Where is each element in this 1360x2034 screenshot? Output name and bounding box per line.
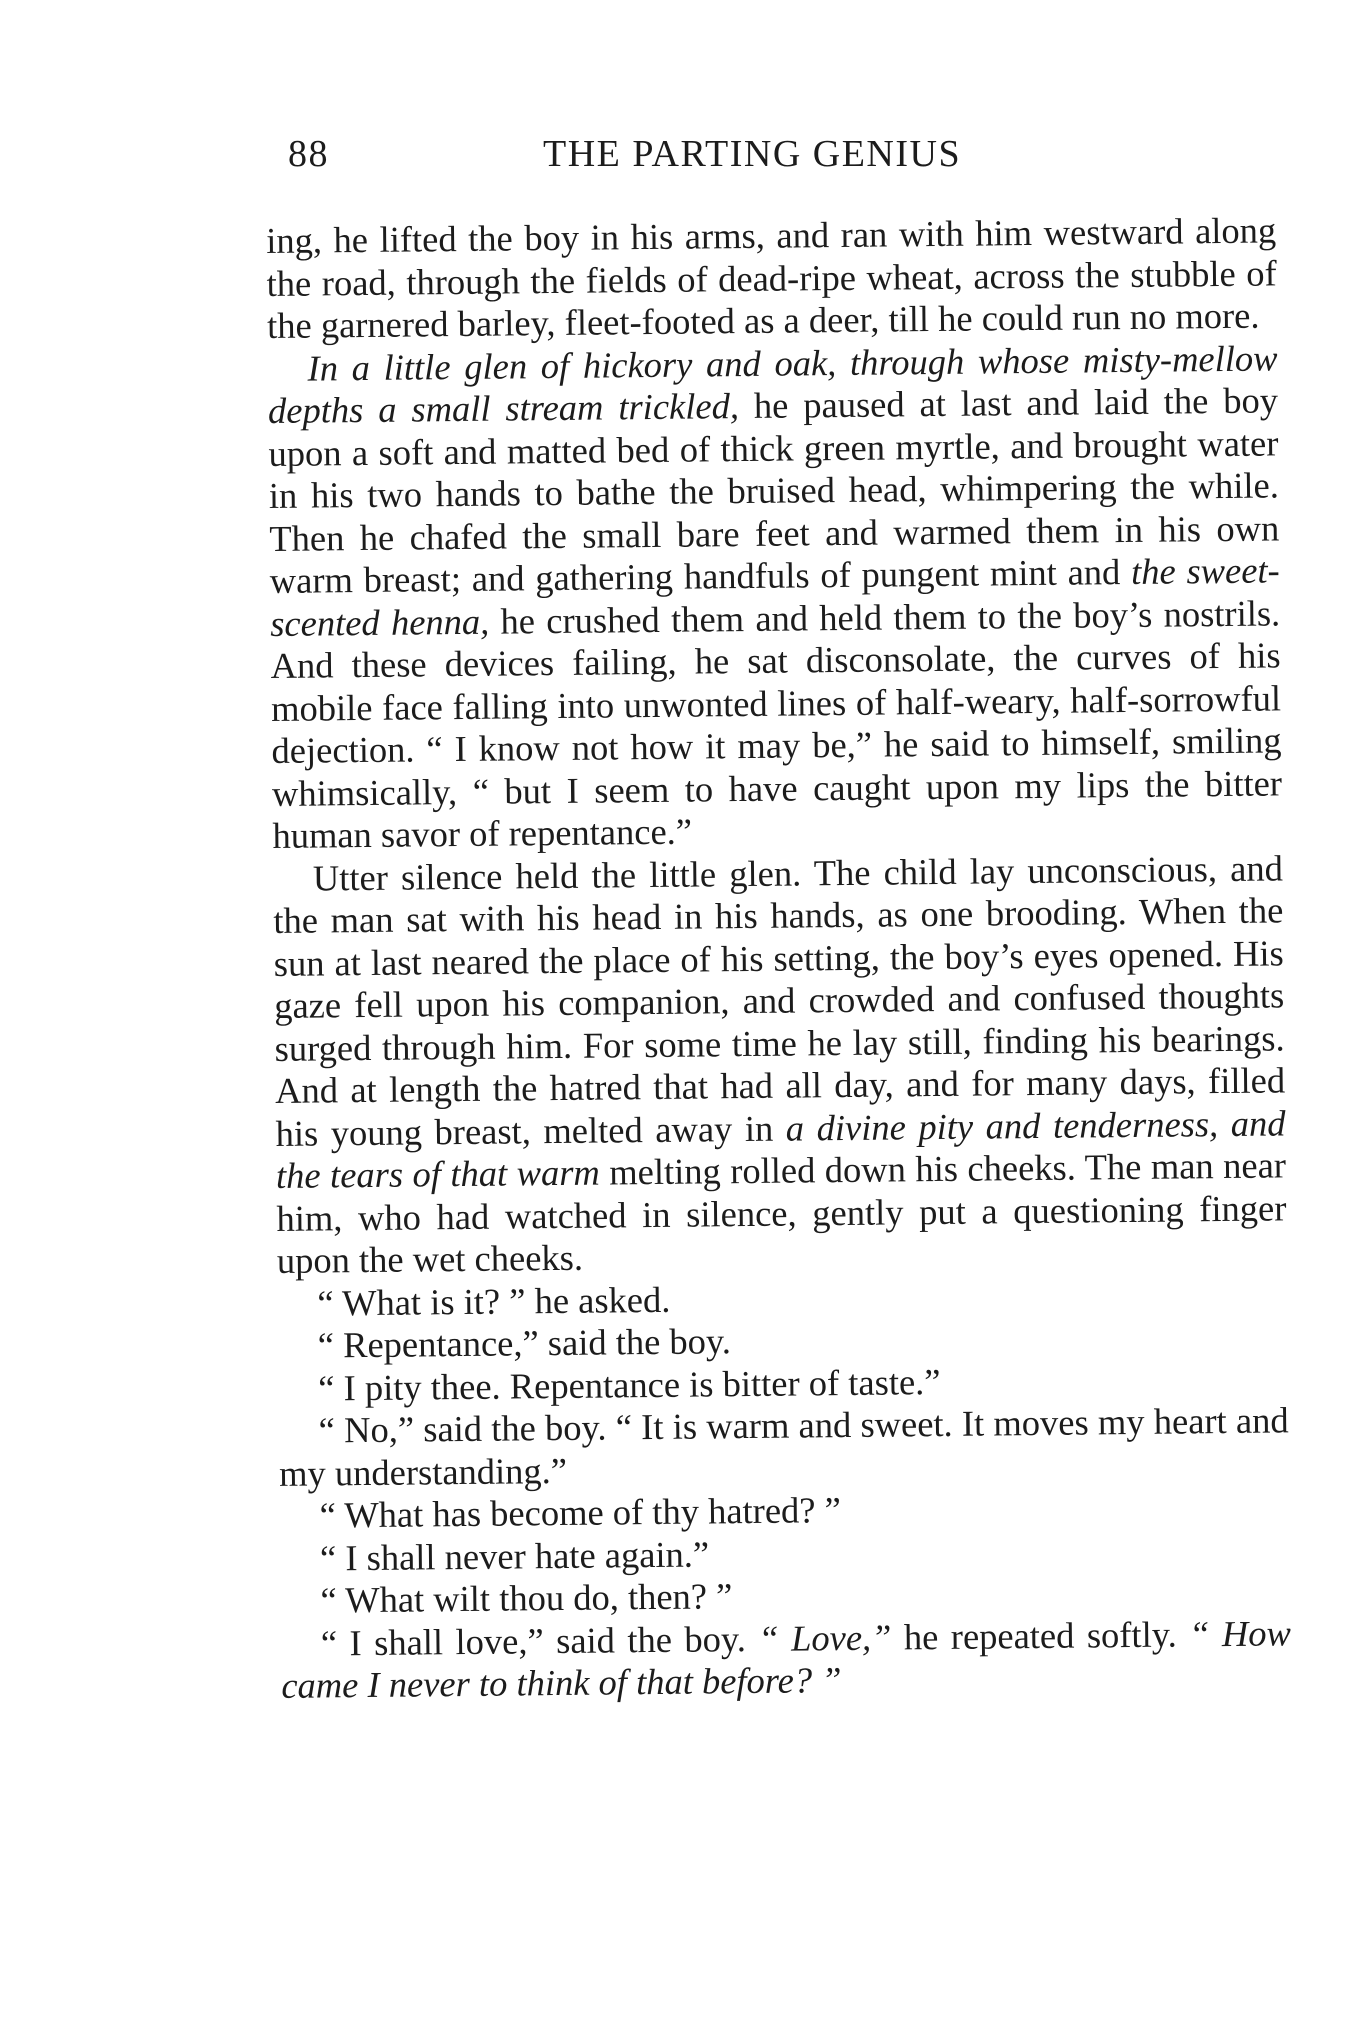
dialogue-line-8-italic-end: “ How came I never to think of that before? ” bbox=[281, 1611, 1292, 1706]
paragraph-3-text: Utter silence held the little glen. The child lay unconscious, and the man sat with his head in his hands, as one brooding. When the sun at last neared the place of his setting, the boy’s eyes opened. His gaze fell upon his companion, and crowded and confused thoughts surged through him. For some time he lay still, finding his bearings. And at length the hatred that had all day, and for many days, filled his young breast, melted away in bbox=[273, 846, 1286, 1154]
paragraph-2-text: he paused at last and laid the boy upon a soft and matted bed of thick green myrtle, and brought water in his two hands to bathe the bruised head, whimpering the while. Then he chafed the small bare feet and warmed them in his own warm breast; and gathering handfuls of pungent mint and bbox=[268, 379, 1280, 601]
paragraph-3-italic: a divine pity and tenderness, and the tears of that warm bbox=[275, 1101, 1286, 1196]
paragraph-2-italic-henna: the sweet-scented henna, bbox=[270, 549, 1280, 644]
running-title: THE PARTING GENIUS bbox=[543, 133, 962, 175]
paragraph-3-text-end: melting rolled down his cheeks. The man near him, who had watched in silence, gently put a questioning finger upon the wet cheeks. bbox=[276, 1144, 1287, 1281]
dialogue-line-6: “ I shall never hate again.” bbox=[319, 1532, 710, 1579]
dialogue-line-7: “ What wilt thou do, then? ” bbox=[320, 1575, 733, 1621]
dialogue-line-4: “ No,” said the boy. “ It is warm and sweet. It moves my heart and my understanding.” bbox=[278, 1399, 1289, 1494]
page-number: 88 bbox=[288, 133, 329, 175]
dialogue-line-5: “ What has become of thy hatred? ” bbox=[319, 1489, 842, 1536]
paragraph-3 bbox=[273, 847, 1287, 1283]
paragraph-2-italic-opening: In a little glen of hickory and oak, through whose misty-mellow depths a small stream trickled, bbox=[267, 336, 1278, 431]
body-text bbox=[266, 209, 1292, 1707]
paragraph-1: ing, he lifted the boy in his arms, and ran with him westward along the road, through the fields of dead-ripe wheat, across the stubble of the garnered barley, fleet-footed as a deer, till he could run no more. bbox=[266, 209, 1277, 346]
paragraph-2-text-end: he crushed them and held them to the boy’s nostrils. And these devices failing, he sat disconsolate, the curves of his mobile face falling into unwonted lines of half-weary, half-sorrowful dejection. “ I know not how it may be,” he said to himself, smiling whimsically, “ but I seem to have caught upon my lips the bitter human savor of repentance.” bbox=[270, 591, 1283, 856]
dialogue-line-1: “ What is it? ” he asked. bbox=[317, 1278, 671, 1324]
dialogue-line-8-italic-love: “ Love,” bbox=[758, 1616, 892, 1659]
dialogue-line-8-text: “ I shall love,” said the boy. bbox=[320, 1617, 759, 1664]
dialogue-line-2: “ Repentance,” said the boy. bbox=[317, 1320, 732, 1366]
dialogue-line-3: “ I pity thee. Repentance is bitter of taste.” bbox=[318, 1360, 941, 1409]
dialogue-line-8-text-mid: he repeated softly. bbox=[891, 1612, 1190, 1658]
dialogue-line-8 bbox=[281, 1612, 1292, 1708]
running-header bbox=[288, 132, 1040, 188]
paragraph-2 bbox=[267, 337, 1282, 858]
